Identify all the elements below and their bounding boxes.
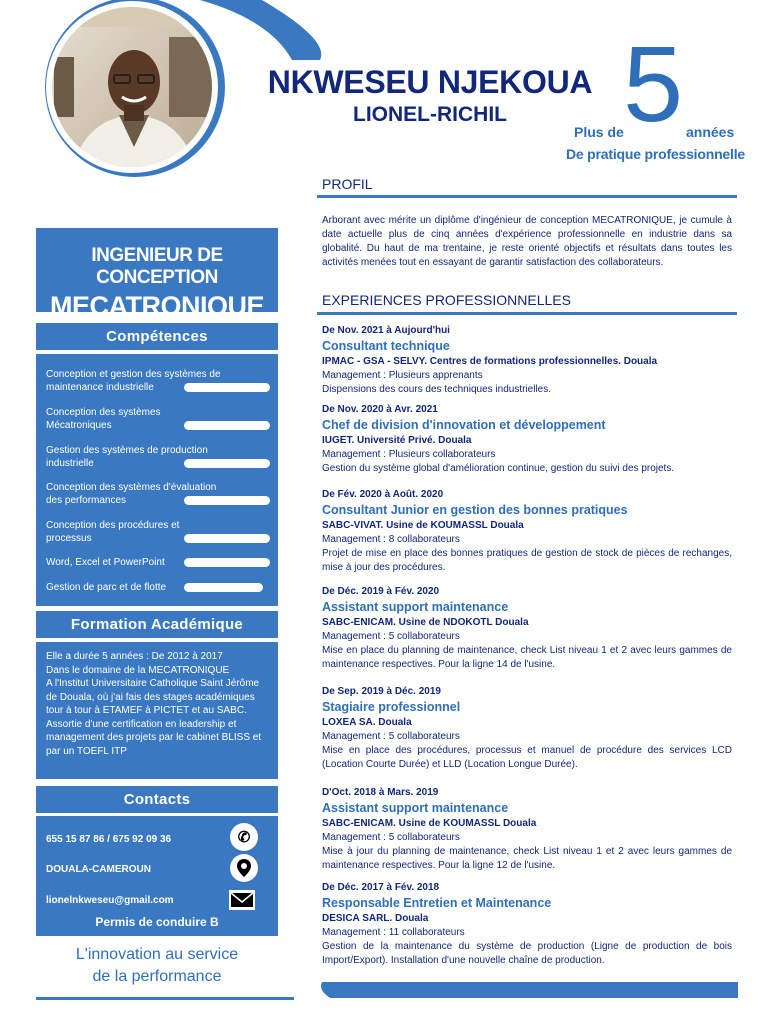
experience-title: Assistant support maintenance — [322, 801, 509, 815]
competence-label: Gestion de parc et de flotte — [46, 582, 167, 593]
experience-description: Mise en place des procédures, processus et manuel de procédure des services LCD (Location Courte Durée) et LLD (Location Longue Durée). — [322, 745, 732, 770]
competence-label: Word, Excel et PowerPoint — [46, 557, 165, 568]
experience-dates: D'Oct. 2018 à Mars. 2019 — [322, 787, 439, 798]
competence-level-bar — [184, 421, 270, 430]
experience-management: Management : 8 collaborateurs — [322, 534, 460, 545]
contacts-panel — [36, 816, 278, 936]
experience-management: Management : 5 collaborateurs — [322, 731, 460, 742]
experiences-heading: EXPERIENCES PROFESSIONNELLES — [322, 292, 571, 308]
experience-company: SABC-VIVAT. Usine de KOUMASSL Douala — [322, 520, 524, 531]
formation-line: A l'Institut Universitaire Catholique Saint Jérôme de Douala, où j'ai fais des stages académiques tour à tour à ETAMEF à PICTET et au SABC. — [46, 678, 260, 716]
formation-line: Assortie d'une certification en leadership et management des projets par le cabinet BLISS et par un TOEFL ITP — [46, 718, 262, 757]
competence-label: Gestion des systèmes de production industrielle — [46, 445, 208, 469]
competence-level-bar — [184, 534, 270, 543]
competence-label: Conception et gestion des systèmes de maintenance industrielle — [46, 369, 221, 393]
formation-heading: Formation Académique — [36, 611, 278, 638]
envelope-icon — [228, 886, 256, 914]
experience-item — [322, 881, 732, 968]
experience-description: Gestion de la maintenance du système de production (Ligne de production de bois Import/Export). Installation d'une nouvelle chaîne de production. — [322, 941, 732, 966]
contact-city: DOUALA-CAMEROUN — [46, 864, 151, 875]
experience-title: Chef de division d'innovation et développement — [322, 418, 606, 432]
competence-level-bar — [184, 496, 270, 505]
location-pin-icon — [230, 854, 258, 882]
years-caption: De pratique professionnelle — [566, 146, 745, 162]
years-prefix: Plus de — [574, 124, 624, 140]
contact-phone: 655 15 87 86 / 675 92 09 36 — [46, 834, 172, 845]
experience-item — [322, 786, 732, 873]
experience-company: DESICA SARL. Douala — [322, 913, 429, 924]
profile-photo — [44, 0, 224, 177]
years-suffix: années — [686, 124, 735, 140]
driving-permit: Permis de conduire B — [95, 915, 219, 929]
slogan — [36, 944, 278, 988]
experience-dates: De Fév. 2020 à Août. 2020 — [322, 489, 444, 500]
formation-line: Elle a durée 5 années : De 2012 à 2017 — [46, 651, 223, 662]
job-title-line1: INGENIEUR DE CONCEPTION — [91, 245, 223, 288]
name-line2: LIONEL-RICHIL — [353, 103, 507, 126]
experience-dates: De Nov. 2020 à Avr. 2021 — [322, 404, 438, 415]
competence-level-bar — [184, 459, 270, 468]
profil-heading: PROFIL — [322, 176, 373, 192]
competence-level-bar — [184, 383, 270, 392]
experience-management: Management : 5 collaborateurs — [322, 832, 460, 843]
experience-description: Mise en place du planning de maintenance, check List niveau 1 et 2 avec leurs gammes de maintenance respectives. Pour la ligne 14 de l'usine. — [322, 645, 732, 670]
competences-panel — [36, 354, 278, 606]
profil-rule — [317, 195, 737, 198]
experience-title: Assistant support maintenance — [322, 600, 509, 614]
experience-management: Management : 5 collaborateurs — [322, 631, 460, 642]
experiences-rule — [317, 312, 737, 315]
bottom-right-band — [318, 982, 738, 998]
competence-level-bar — [184, 558, 270, 567]
experience-company: IPMAC - GSA - SELVY. Centres de formations professionnelles. Douala — [322, 356, 658, 367]
experience-description: Gestion du système global d'amélioration continue, gestion du suivi des projets. — [322, 463, 675, 474]
formation-panel — [36, 642, 278, 779]
competence-label: Conception des procédures et processus — [46, 520, 180, 544]
name-line1: NKWESEU NJEKOUA — [267, 64, 593, 100]
formation-line: Dans le domaine de la MECATRONIQUE — [46, 664, 230, 676]
experience-item — [322, 324, 732, 397]
competences-heading: Compétences — [36, 323, 278, 350]
phone-icon: ✆ — [230, 823, 258, 851]
contacts-heading: Contacts — [36, 786, 278, 813]
experience-title: Responsable Entretien et Maintenance — [322, 896, 552, 910]
job-title-box — [36, 228, 278, 321]
experience-description: Mise à jour du planning de maintenance, check List niveau 1 et 2 avec leurs gammes de maintenance respectives. Pour la ligne 12 de l'usine. — [322, 846, 732, 871]
experience-item — [322, 488, 732, 575]
competence-label: Conception des systèmes d'évaluation des performances — [46, 482, 217, 506]
bottom-left-rule — [36, 997, 294, 1000]
competence-level-bar — [184, 583, 263, 592]
experience-management: Management : Plusieurs collaborateurs — [322, 449, 496, 460]
experience-company: IUGET. Université Privé. Douala — [322, 435, 472, 446]
experience-dates: De Déc. 2017 à Fév. 2018 — [322, 882, 440, 893]
slogan-line1: L'innovation au service — [75, 946, 239, 963]
experience-dates: De Déc. 2019 à Fév. 2020 — [322, 586, 440, 597]
contact-email[interactable]: lionelnkweseu@gmail.com — [46, 895, 174, 906]
experience-item — [322, 585, 732, 672]
profil-text: Arborant avec mérite un diplôme d'ingénieur de conception MECATRONIQUE, je cumule à date actuelle plus de cinq années d'expérience professionnelle en industrie dans sa globalité. Du haut de ma trentaine, je reste orienté objectifs et résultats dans toutes les activités menées tout en essayant de garantir satisfaction des collaborateurs. — [322, 215, 732, 268]
experience-title: Consultant Junior en gestion des bonnes pratiques — [322, 503, 628, 517]
slogan-line2: de la performance — [92, 968, 222, 985]
years-number: 5 — [623, 23, 684, 144]
experience-company: SABC-ENICAM. Usine de NDOKOTL Douala — [322, 617, 529, 628]
experience-company: LOXEA SA. Douala — [322, 717, 412, 728]
experience-title: Consultant technique — [322, 339, 450, 353]
experience-dates: De Nov. 2021 à Aujourd'hui — [322, 325, 450, 336]
experience-management: Management : Plusieurs apprenants — [322, 370, 483, 381]
experience-management: Management : 11 collaborateurs — [322, 927, 465, 938]
experience-item — [322, 403, 732, 476]
experience-company: SABC-ENICAM. Usine de KOUMASSL Douala — [322, 818, 537, 829]
experience-description: Dispensions des cours des techniques industrielles. — [322, 384, 552, 395]
experience-dates: De Sep. 2019 à Déc. 2019 — [322, 686, 441, 697]
experience-item — [322, 685, 732, 772]
job-title-line2: MECATRONIQUE — [50, 291, 264, 321]
competence-label: Conception des systèmes Mécatroniques — [46, 407, 161, 431]
experience-description: Projet de mise en place des bonnes pratiques de gestion de stock de pièces de rechanges, mise à jour des procédures. — [322, 548, 732, 573]
experience-title: Stagiaire professionnel — [322, 700, 461, 714]
